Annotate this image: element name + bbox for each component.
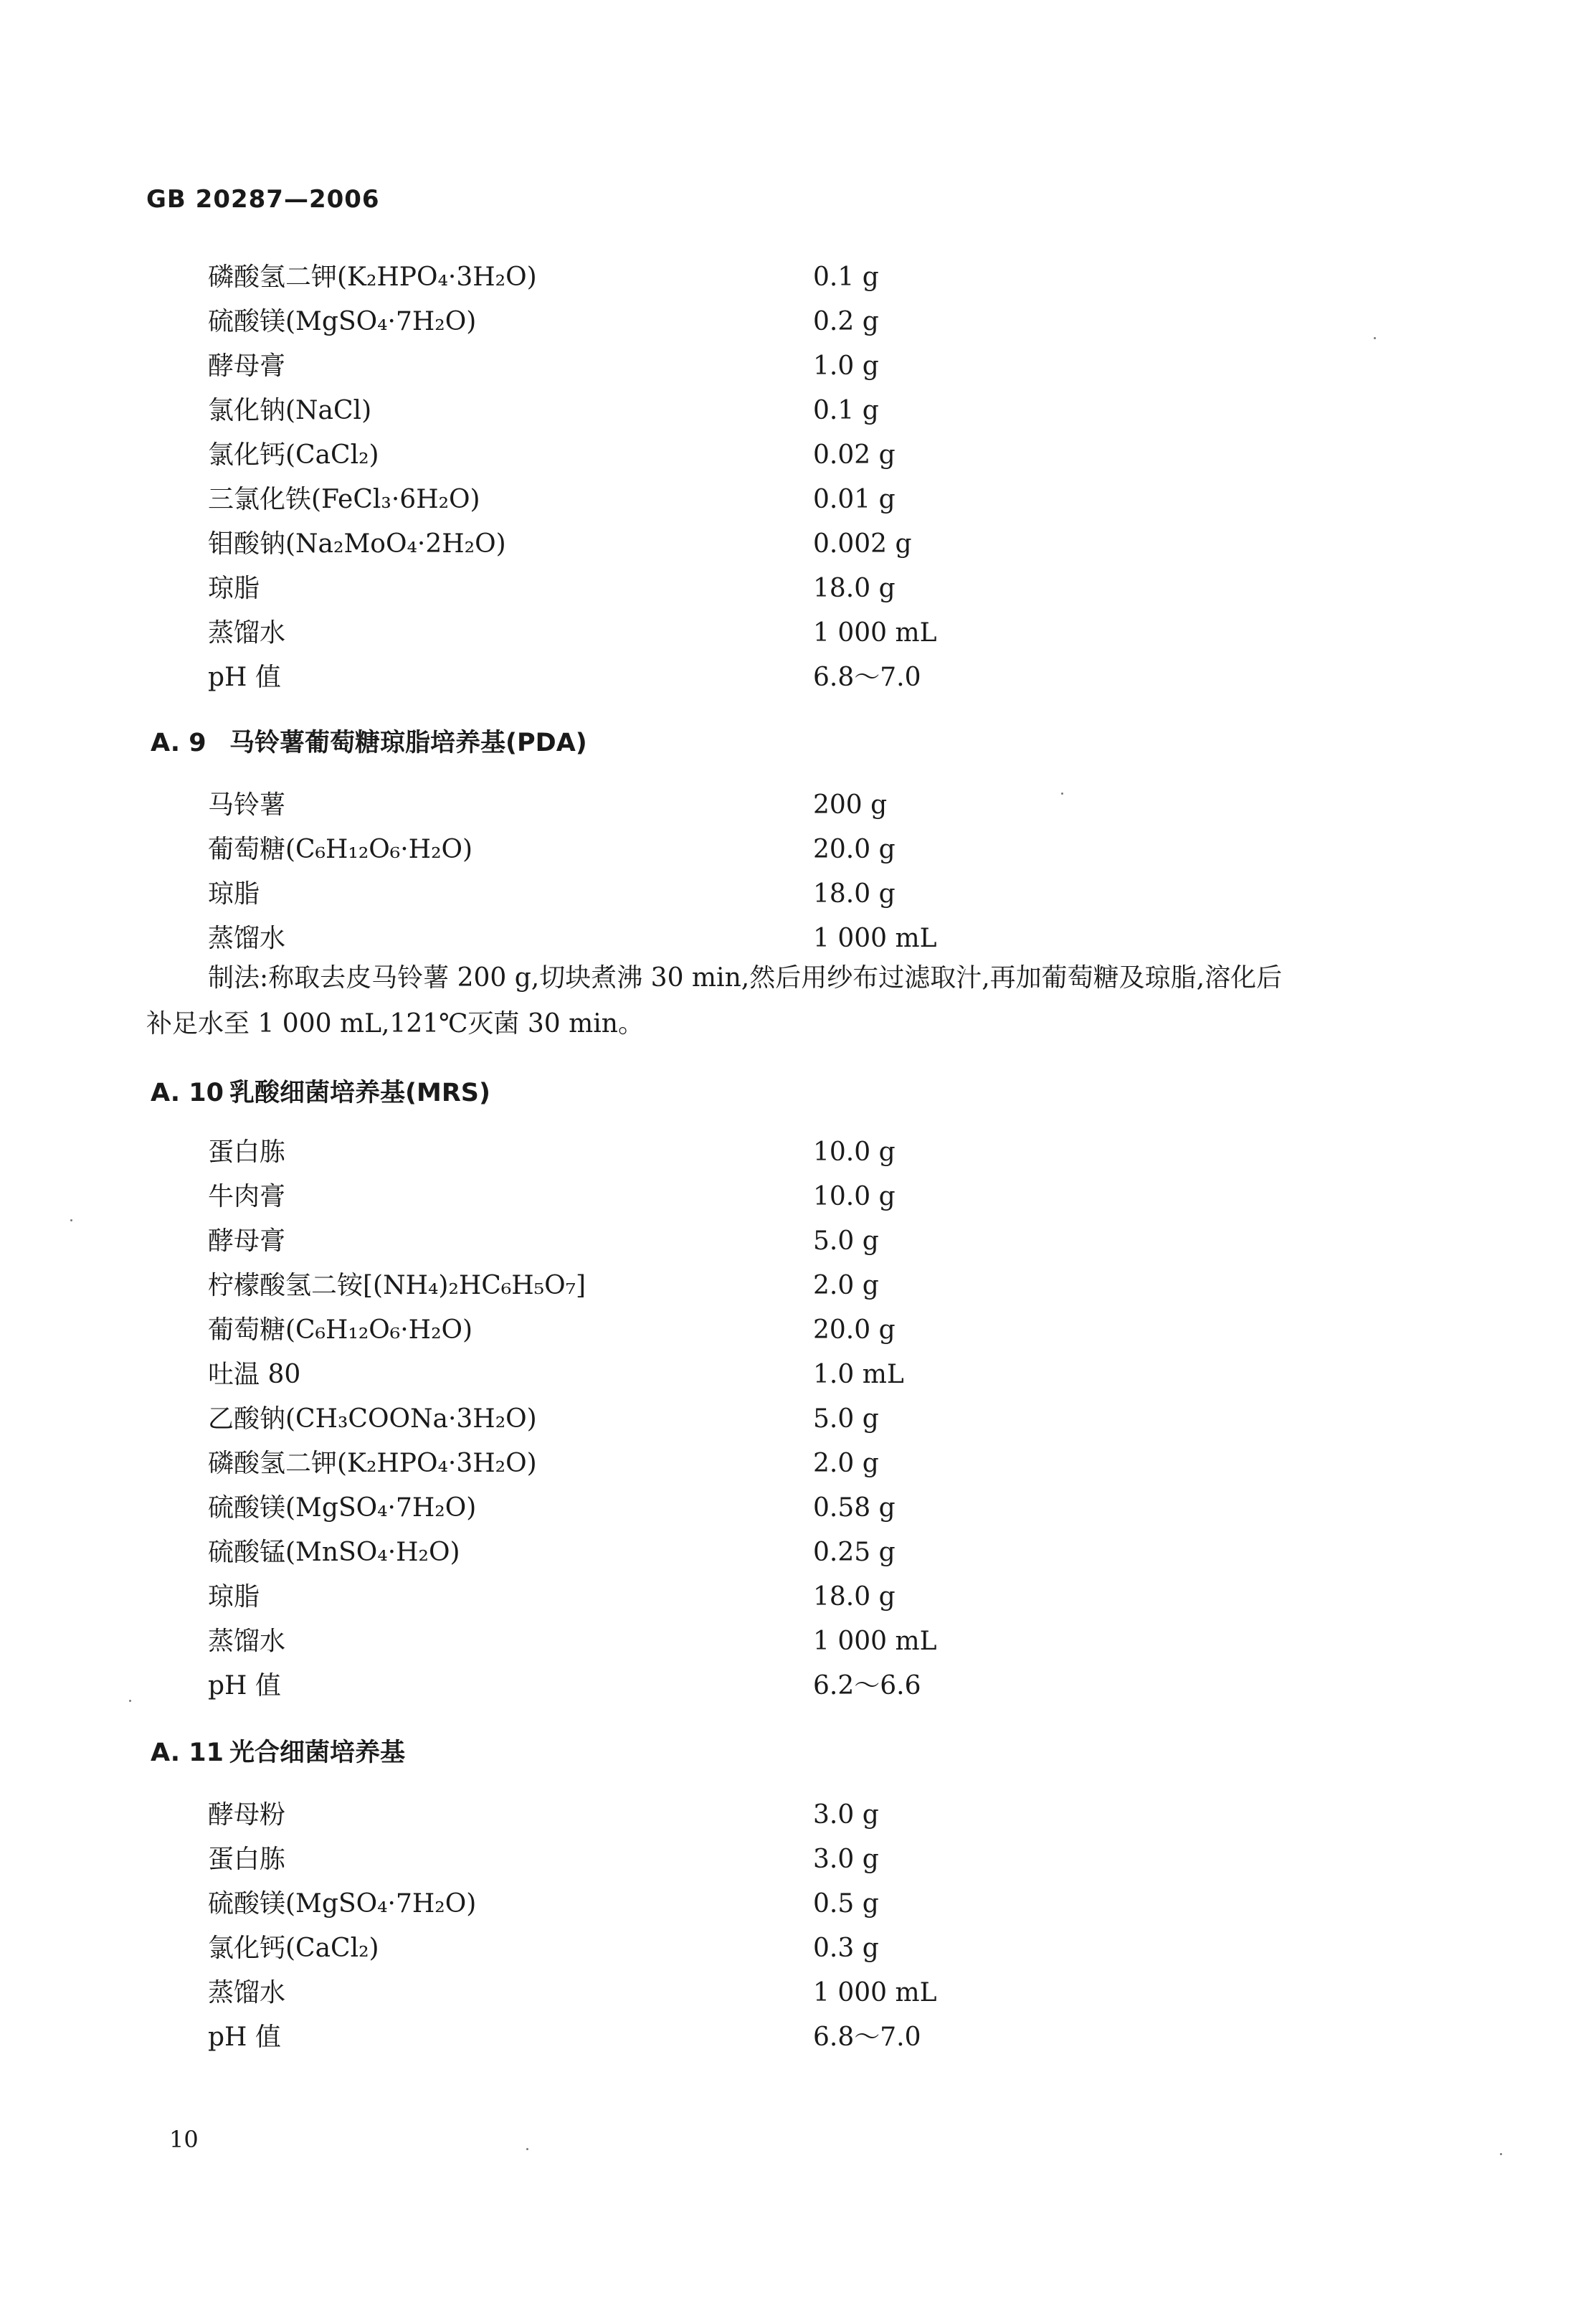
section-title-a11 — [151, 1733, 405, 1769]
ingredient-name: 蛋白胨 — [208, 1845, 286, 1874]
ingredient-name: 琼脂 — [208, 879, 260, 909]
ingredient-amount: 5.0 g — [813, 1404, 879, 1434]
ingredient-name: 硫酸锰(MnSO₄·H₂O) — [208, 1538, 460, 1567]
ingredient-row — [0, 828, 1596, 872]
ingredient-amount: 0.5 g — [813, 1889, 879, 1919]
ingredient-name: 氯化钙(CaCl₂) — [208, 1934, 379, 1963]
ingredient-row — [0, 1971, 1596, 2015]
section-title-a10 — [151, 1073, 490, 1109]
ingredient-row — [0, 1353, 1596, 1397]
ingredient-row — [0, 1175, 1596, 1219]
section-heading: 马铃薯葡萄糖琼脂培养基(PDA) — [229, 729, 587, 757]
ingredient-row — [0, 255, 1596, 300]
ingredient-row — [0, 1619, 1596, 1664]
ingredient-row — [0, 567, 1596, 611]
ingredient-amount: 20.0 g — [813, 1315, 896, 1345]
preparation-method-a9 — [146, 955, 1437, 1047]
ingredient-amount: 0.58 g — [813, 1493, 896, 1523]
ingredient-amount: 10.0 g — [813, 1137, 896, 1167]
ingredient-amount: 1 000 mL — [813, 618, 937, 648]
ingredient-amount: 5.0 g — [813, 1226, 879, 1256]
ingredient-amount: 0.3 g — [813, 1934, 879, 1963]
ingredient-amount: 1.0 g — [813, 351, 879, 381]
ingredient-name: 蒸馏水 — [208, 1978, 286, 2007]
ingredient-list-continued — [0, 255, 1596, 700]
ingredient-amount: 18.0 g — [813, 1582, 896, 1612]
section-number: A. 9 — [151, 729, 206, 757]
ingredient-row — [0, 917, 1596, 961]
ingredient-amount: 3.0 g — [813, 1845, 879, 1874]
ingredient-list-a11 — [0, 1793, 1596, 2060]
ingredient-row — [0, 1486, 1596, 1531]
page-number: 10 — [169, 2126, 199, 2153]
ingredient-name: 硫酸镁(MgSO₄·7H₂O) — [208, 307, 477, 336]
ingredient-row — [0, 1531, 1596, 1575]
scan-speck — [1500, 2153, 1502, 2155]
ingredient-row — [0, 1793, 1596, 1837]
ingredient-amount: 0.002 g — [813, 529, 912, 559]
ingredient-name: 蛋白胨 — [208, 1137, 286, 1167]
ingredient-row — [0, 1882, 1596, 1926]
section-number: A. 10 — [151, 1079, 224, 1107]
ingredient-row — [0, 1837, 1596, 1882]
ingredient-row — [0, 478, 1596, 522]
ingredient-name: 氯化钙(CaCl₂) — [208, 440, 379, 470]
scan-speck — [129, 1700, 131, 1702]
ingredient-amount: 1 000 mL — [813, 1978, 937, 2007]
ingredient-row — [0, 2015, 1596, 2060]
ingredient-row — [0, 1130, 1596, 1175]
ingredient-row — [0, 783, 1596, 828]
ingredient-name: 乙酸钠(CH₃COONa·3H₂O) — [208, 1404, 537, 1434]
section-number: A. 11 — [151, 1738, 224, 1767]
ingredient-name: 酵母膏 — [208, 351, 286, 381]
ingredient-amount: 3.0 g — [813, 1800, 879, 1830]
ingredient-row — [0, 1926, 1596, 1971]
ingredient-row — [0, 611, 1596, 656]
ingredient-amount: 1 000 mL — [813, 1627, 937, 1656]
ingredient-row — [0, 389, 1596, 433]
ingredient-amount: 0.01 g — [813, 485, 896, 514]
ingredient-row — [0, 433, 1596, 478]
ingredient-name: 柠檬酸氢二铵[(NH₄)₂HC₆H₅O₇] — [208, 1271, 586, 1300]
ingredient-row — [0, 1664, 1596, 1708]
ingredient-amount: 6.2～6.6 — [813, 1671, 921, 1700]
ingredient-row — [0, 656, 1596, 700]
method-line: 制法:称取去皮马铃薯 200 g,切块煮沸 30 min,然后用纱布过滤取汁,再加葡萄糖及琼脂,溶化后 — [208, 963, 1283, 993]
ingredient-list-a9 — [0, 783, 1596, 961]
ingredient-amount: 18.0 g — [813, 574, 896, 603]
ingredient-amount: 0.02 g — [813, 440, 896, 470]
ingredient-name: 酵母膏 — [208, 1226, 286, 1256]
ingredient-name: 葡萄糖(C₆H₁₂O₆·H₂O) — [208, 1315, 473, 1345]
ingredient-name: 酵母粉 — [208, 1800, 286, 1830]
standard-number: GB 20287—2006 — [146, 185, 380, 214]
ingredient-name: 牛肉膏 — [208, 1182, 286, 1211]
ingredient-row — [0, 1308, 1596, 1353]
scan-speck — [1374, 337, 1376, 339]
ingredient-name: 钼酸钠(Na₂MoO₄·2H₂O) — [208, 529, 506, 559]
ingredient-name: 葡萄糖(C₆H₁₂O₆·H₂O) — [208, 835, 473, 864]
ingredient-amount: 0.1 g — [813, 262, 879, 292]
ingredient-name: 磷酸氢二钾(K₂HPO₄·3H₂O) — [208, 1449, 537, 1478]
ingredient-amount: 200 g — [813, 790, 888, 820]
ingredient-amount: 18.0 g — [813, 879, 896, 909]
ingredient-name: 蒸馏水 — [208, 618, 286, 648]
ingredient-name: 蒸馏水 — [208, 924, 286, 953]
ingredient-row — [0, 1575, 1596, 1619]
section-heading: 乳酸细菌培养基(MRS) — [229, 1079, 490, 1107]
section-title-a9 — [151, 723, 587, 759]
ingredient-amount: 1.0 mL — [813, 1360, 904, 1389]
scan-speck — [1061, 793, 1063, 795]
ingredient-name: 氯化钠(NaCl) — [208, 396, 372, 425]
ingredient-name: pH 值 — [208, 1671, 281, 1700]
ingredient-amount: 0.2 g — [813, 307, 879, 336]
ingredient-amount: 10.0 g — [813, 1182, 896, 1211]
ingredient-name: 马铃薯 — [208, 790, 286, 820]
ingredient-row — [0, 344, 1596, 389]
ingredient-name: pH 值 — [208, 2023, 281, 2052]
ingredient-name: 三氯化铁(FeCl₃·6H₂O) — [208, 485, 480, 514]
ingredient-amount: 2.0 g — [813, 1271, 879, 1300]
ingredient-row — [0, 1264, 1596, 1308]
ingredient-amount: 0.1 g — [813, 396, 879, 425]
ingredient-name: 磷酸氢二钾(K₂HPO₄·3H₂O) — [208, 262, 537, 292]
ingredient-amount: 6.8～7.0 — [813, 663, 921, 692]
section-heading: 光合细菌培养基 — [229, 1738, 406, 1767]
ingredient-list-a10 — [0, 1130, 1596, 1708]
ingredient-row — [0, 1397, 1596, 1442]
ingredient-amount: 1 000 mL — [813, 924, 937, 953]
ingredient-row — [0, 522, 1596, 567]
ingredient-name: 硫酸镁(MgSO₄·7H₂O) — [208, 1889, 477, 1919]
ingredient-row — [0, 872, 1596, 917]
ingredient-name: 琼脂 — [208, 574, 260, 603]
ingredient-amount: 2.0 g — [813, 1449, 879, 1478]
ingredient-name: 蒸馏水 — [208, 1627, 286, 1656]
ingredient-name: 琼脂 — [208, 1582, 260, 1612]
scan-speck — [526, 2148, 528, 2150]
ingredient-name: 吐温 80 — [208, 1360, 301, 1389]
ingredient-amount: 20.0 g — [813, 835, 896, 864]
ingredient-row — [0, 1442, 1596, 1486]
ingredient-row — [0, 300, 1596, 344]
ingredient-amount: 6.8～7.0 — [813, 2023, 921, 2052]
ingredient-name: pH 值 — [208, 663, 281, 692]
scan-speck — [70, 1219, 72, 1221]
method-line: 补足水至 1 000 mL,121℃灭菌 30 min。 — [146, 1009, 644, 1039]
ingredient-row — [0, 1219, 1596, 1264]
ingredient-name: 硫酸镁(MgSO₄·7H₂O) — [208, 1493, 477, 1523]
ingredient-amount: 0.25 g — [813, 1538, 896, 1567]
